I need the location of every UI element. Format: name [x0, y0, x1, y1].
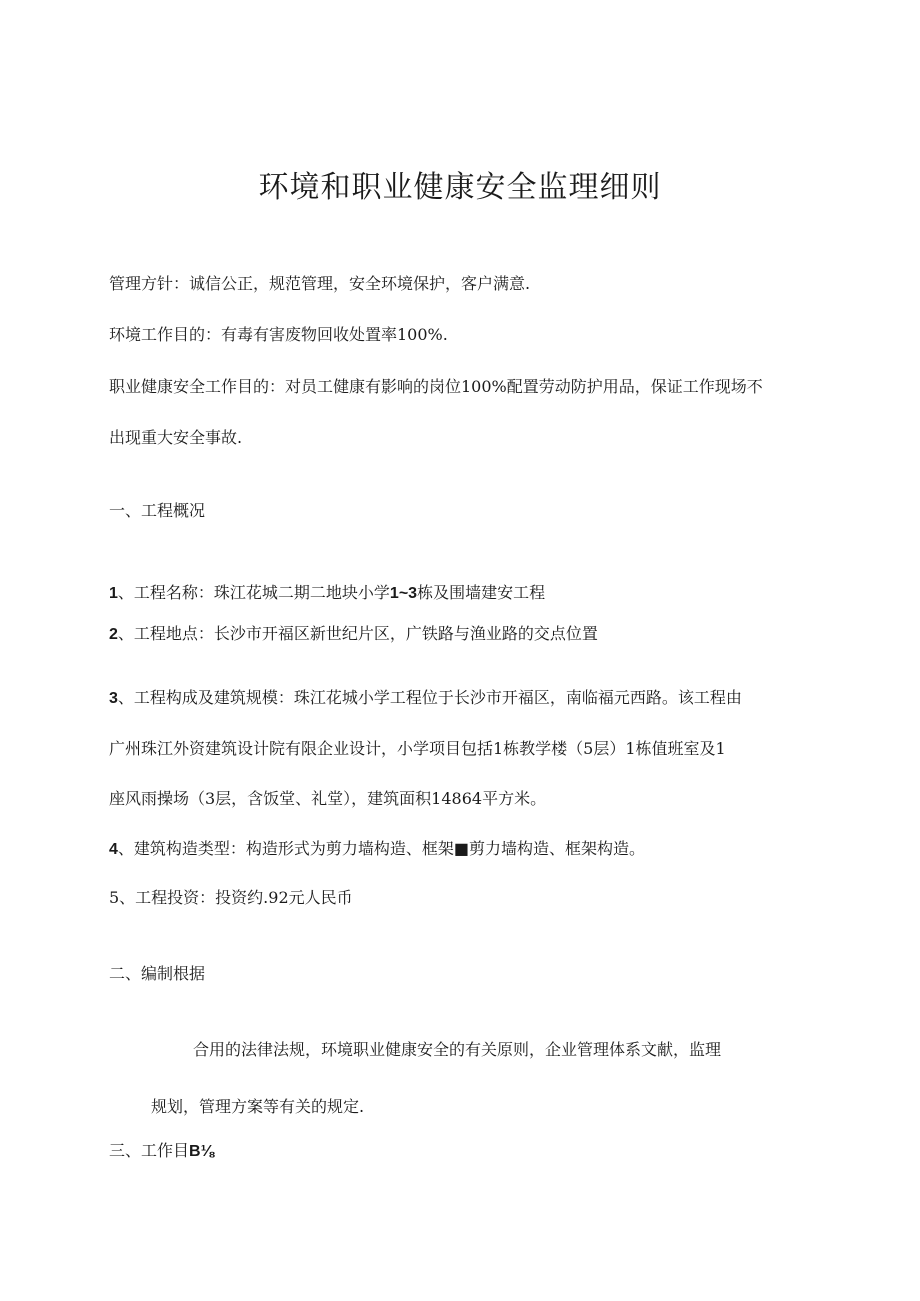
item-number: 2 [109, 626, 118, 643]
project-scale-item [109, 687, 742, 710]
item-text: 栋及围墙建安工程 [417, 583, 546, 602]
item-number: 4 [109, 841, 118, 858]
project-name-item [109, 582, 545, 605]
item-number: 1 [109, 585, 118, 602]
basis-line-2: 规划，管理方案等有关的规定. [151, 1097, 365, 1116]
management-policy: 管理方针：诚信公正，规范管理，安全环境保护，客户满意. [109, 274, 531, 293]
item-building-range: 1~3 [389, 585, 418, 602]
project-scale-line-2: 广州珠江外资建筑设计院有限企业设计，小学项目包括1栋教学楼（5层）1栋值班室及1 [109, 739, 726, 758]
basis-line-1: 合用的法律法规，环境职业健康安全的有关原则，企业管理体系文献，监理 [193, 1040, 722, 1059]
item-number: 3 [109, 690, 118, 707]
item-text: 、建筑构造类型：构造形式为剪力墙构造、框架■剪力墙构造、框架构造。 [117, 839, 646, 858]
heading-garbled-text: B⅛ [189, 1143, 214, 1160]
project-scale-line-3: 座风雨操场（3层，含饭堂、礼堂），建筑面积14864平方米。 [109, 789, 547, 808]
structure-type-item [109, 838, 645, 861]
heading-text: 三、工作目 [109, 1141, 190, 1160]
ohs-goal-line-1: 职业健康安全工作目的：对员工健康有影响的岗位100%配置劳动防护用品，保证工作现场不 [109, 377, 763, 396]
item-text: 、工程名称：珠江花城二期二地块小学 [117, 583, 390, 602]
section-2-heading: 二、编制根据 [109, 964, 206, 983]
ohs-goal-line-2: 出现重大安全事故. [109, 428, 243, 447]
project-location-item [109, 623, 598, 646]
section-1-heading: 一、工程概况 [109, 501, 206, 520]
section-3-heading [109, 1140, 214, 1163]
document-title: 环境和职业健康安全监理细则 [258, 170, 662, 205]
environment-goal: 环境工作目的：有毒有害废物回收处置率100%. [109, 325, 448, 344]
project-investment-item: 5、工程投资：投资约.92元人民币 [109, 888, 353, 907]
item-text: 、工程构成及建筑规模：珠江花城小学工程位于长沙市开福区，南临福元西路。该工程由 [117, 688, 742, 707]
item-text: 、工程地点：长沙市开福区新世纪片区，广铁路与渔业路的交点位置 [117, 624, 598, 643]
